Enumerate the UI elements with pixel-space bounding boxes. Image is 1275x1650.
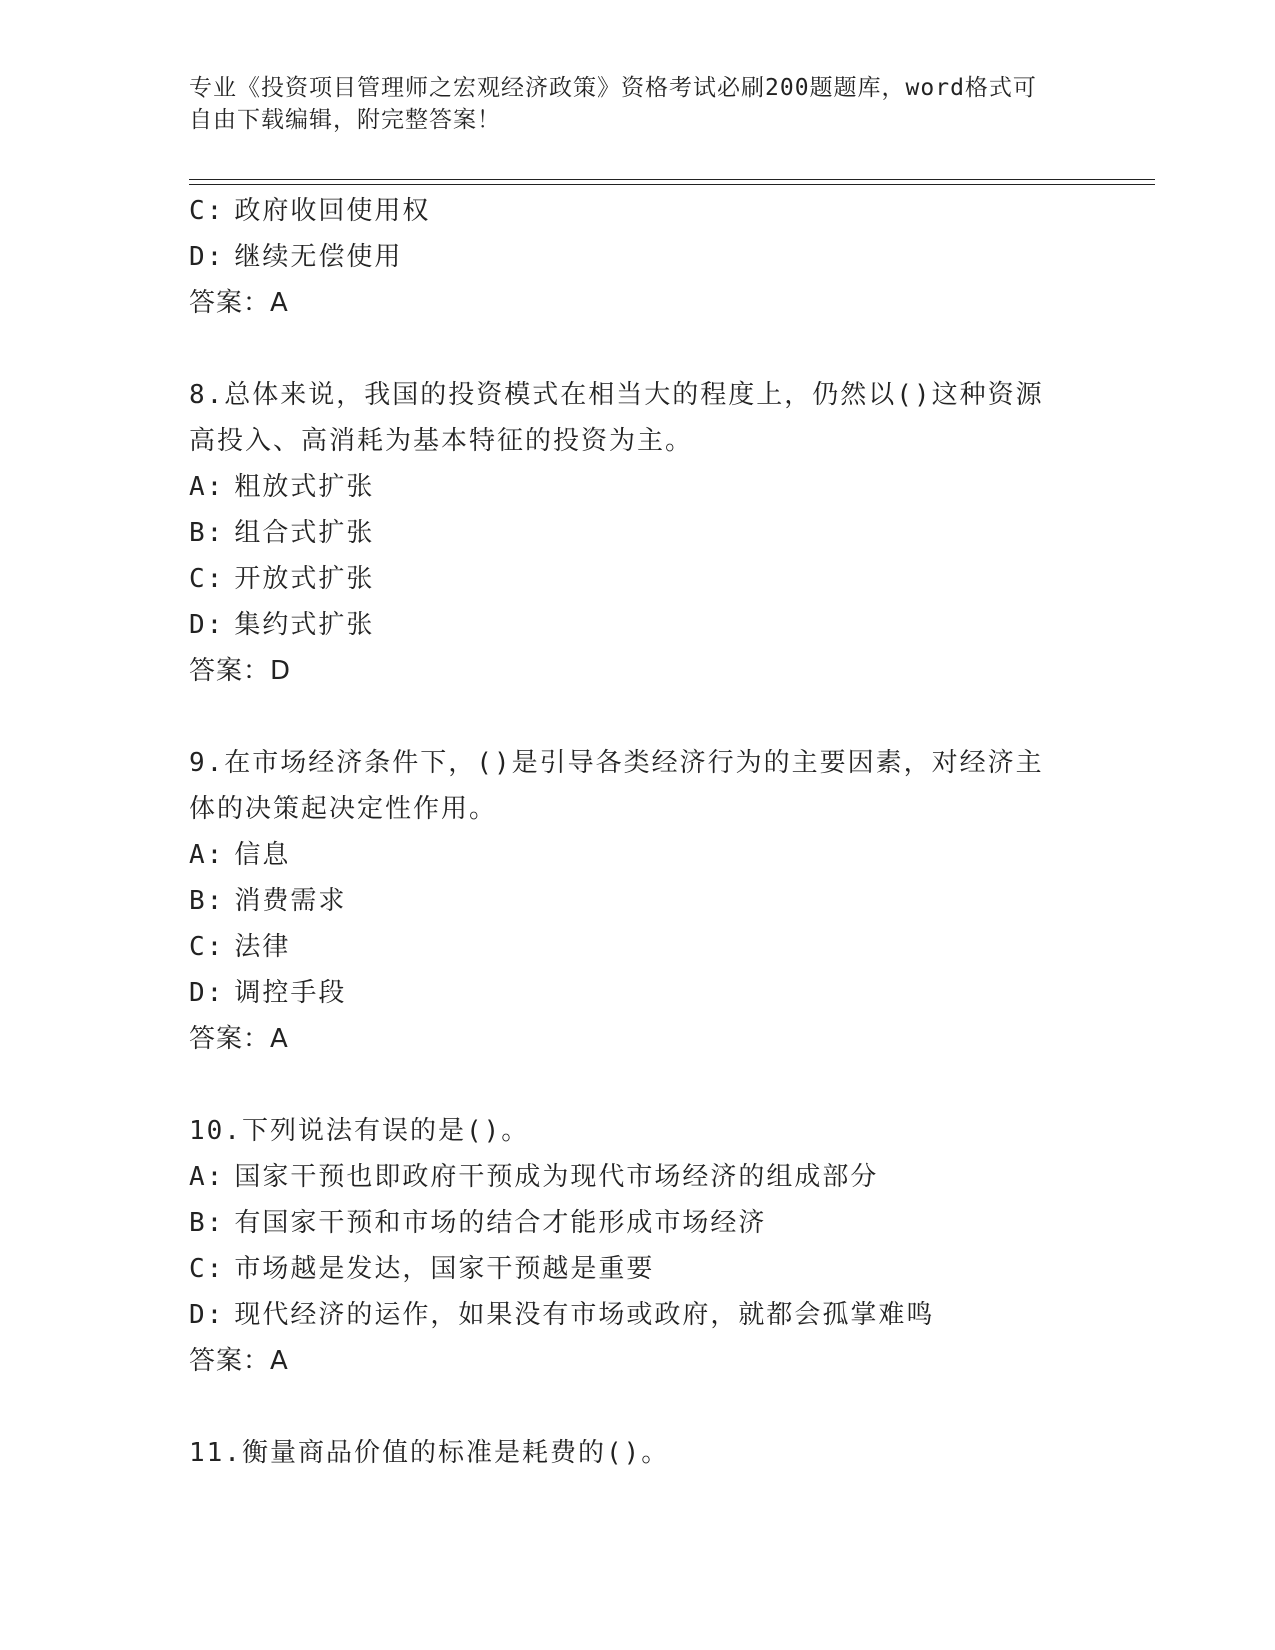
question-10 — [189, 1108, 1089, 1384]
header-rule-bottom — [189, 184, 1155, 185]
option-letter: B: — [189, 886, 225, 916]
option-letter: C: — [189, 564, 225, 594]
question-stem-cont: 高投入、高消耗为基本特征的投资为主。 — [189, 426, 694, 456]
option-letter: D: — [189, 978, 225, 1008]
option-letter: D: — [189, 1300, 225, 1330]
option-text: 信息 — [234, 840, 291, 870]
option-letter: A: — [189, 840, 225, 870]
option-c — [189, 188, 1089, 234]
option-d — [189, 602, 1089, 648]
question-8 — [189, 372, 1089, 694]
option-d — [189, 1292, 1089, 1338]
option-b — [189, 878, 1089, 924]
option-letter: A: — [189, 472, 225, 502]
option-text: 有国家干预和市场的结合才能形成市场经济 — [234, 1208, 767, 1238]
header-line-1: 专业《投资项目管理师之宏观经济政策》资格考试必刷200题题库，word格式可 — [189, 75, 1037, 101]
option-text: 继续无偿使用 — [234, 242, 403, 272]
question-stem: 9.在市场经济条件下，()是引导各类经济行为的主要因素，对经济主 — [189, 748, 1044, 778]
option-text: 组合式扩张 — [234, 518, 375, 548]
option-letter: A: — [189, 1162, 225, 1192]
option-d — [189, 970, 1089, 1016]
option-text: 集约式扩张 — [234, 610, 375, 640]
question-stem: 10.下列说法有误的是()。 — [189, 1116, 530, 1146]
option-letter: B: — [189, 518, 225, 548]
option-letter: B: — [189, 1208, 225, 1238]
option-text: 现代经济的运作，如果没有市场或政府，就都会孤掌难鸣 — [234, 1300, 935, 1330]
option-text: 调控手段 — [234, 978, 347, 1008]
header-line-2: 自由下载编辑，附完整答案！ — [189, 107, 501, 133]
option-c — [189, 1246, 1089, 1292]
option-b — [189, 1200, 1089, 1246]
option-text: 粗放式扩张 — [234, 472, 375, 502]
question-stem: 8.总体来说，我国的投资模式在相当大的程度上，仍然以()这种资源 — [189, 380, 1044, 410]
option-c — [189, 924, 1089, 970]
option-letter: D: — [189, 242, 225, 272]
question-9 — [189, 740, 1089, 1062]
question-11 — [189, 1430, 1089, 1476]
header-rule-top — [189, 179, 1155, 180]
option-a — [189, 464, 1089, 510]
option-d — [189, 234, 1089, 280]
option-text: 国家干预也即政府干预成为现代市场经济的组成部分 — [234, 1162, 879, 1192]
answer-line: 答案：D — [189, 656, 292, 686]
option-text: 市场越是发达，国家干预越是重要 — [234, 1254, 655, 1284]
option-text: 政府收回使用权 — [234, 196, 431, 226]
option-letter: D: — [189, 610, 225, 640]
document-header — [189, 72, 1069, 136]
option-c — [189, 556, 1089, 602]
question-7-tail — [189, 188, 1089, 326]
option-a — [189, 832, 1089, 878]
option-b — [189, 510, 1089, 556]
option-text: 法律 — [234, 932, 291, 962]
question-stem-cont: 体的决策起决定性作用。 — [189, 794, 498, 824]
option-a — [189, 1154, 1089, 1200]
question-stem: 11.衡量商品价值的标准是耗费的()。 — [189, 1438, 670, 1468]
answer-line: 答案：A — [189, 1346, 289, 1376]
option-letter: C: — [189, 1254, 225, 1284]
question-list — [189, 188, 1089, 1476]
option-text: 消费需求 — [234, 886, 347, 916]
option-text: 开放式扩张 — [234, 564, 375, 594]
option-letter: C: — [189, 196, 225, 226]
option-letter: C: — [189, 932, 225, 962]
answer-line: 答案：A — [189, 288, 289, 318]
answer-line: 答案：A — [189, 1024, 289, 1054]
